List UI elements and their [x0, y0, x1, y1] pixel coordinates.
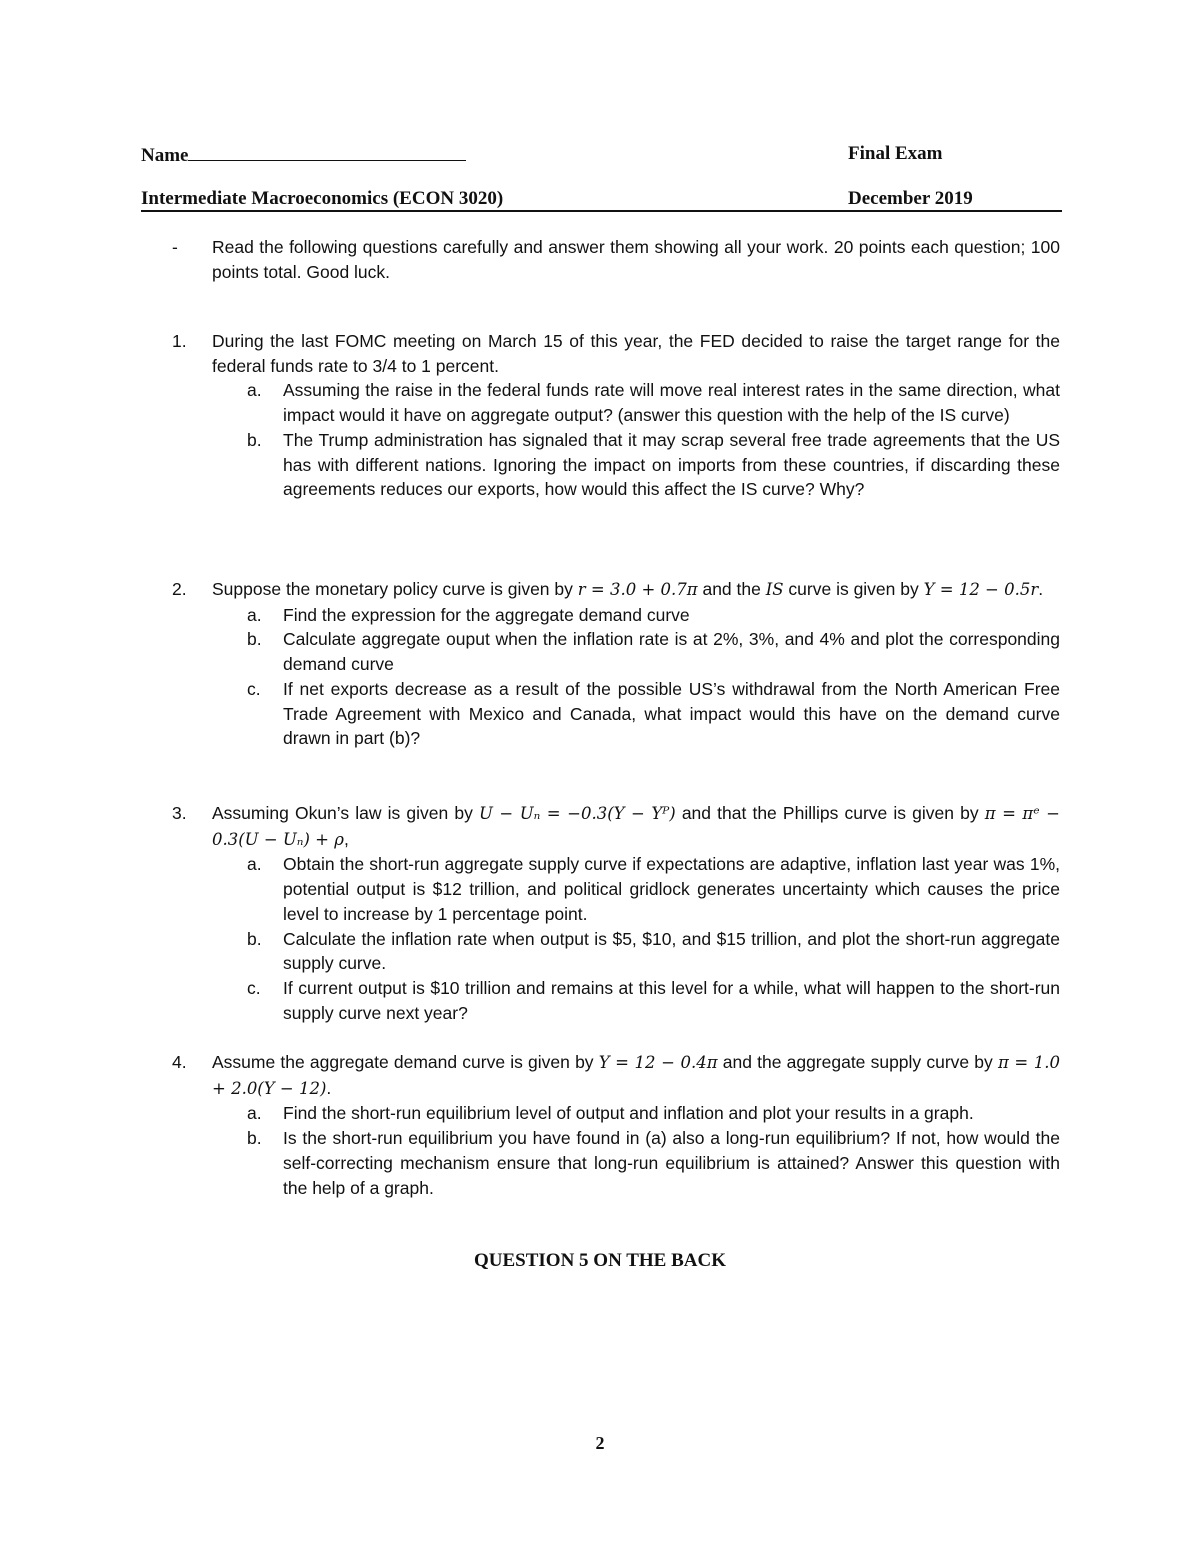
question-4b: b. Is the short-run equilibrium you have found in (a) also a long-run equilibrium? If not, how would the self-correcting mechanism ensure that long-run equilibrium is attained? Answer this question with the help of a graph.	[283, 1126, 1060, 1200]
aggregate-demand-equation: Y = 12 − 0.4π	[598, 1053, 718, 1072]
question-2b-text: Calculate aggregate ouput when the inflation rate is at 2%, 3%, and 4% and plot the corresponding demand curve	[283, 629, 1060, 675]
page-number: 2	[595, 1433, 605, 1453]
question-1-text: During the last FOMC meeting on March 15 of this year, the FED decided to raise the target range for the federal funds rate to 3/4 to 1 percent.	[212, 331, 1060, 376]
question-1a-text: Assuming the raise in the federal funds rate will move real interest rates in the same direction, what impact would it have on aggregate output? (answer this question with the help of the IS curve)	[283, 380, 1060, 426]
instructions-text: Read the following questions carefully and answer them showing all your work. 20 points each question; 100 points total. Good luck.	[212, 237, 1060, 282]
is-label: IS	[765, 580, 784, 599]
course-title: Intermediate Macroeconomics (ECON 3020)	[141, 188, 504, 209]
question-3-text: Assuming Okun’s law is given by U − Uₙ = −0.3(Y − Yᴾ) and that the Phillips curve is given by π = πᵉ − 0.3(U − Uₙ) + ρ,	[212, 803, 1060, 849]
exam-date: December 2019	[848, 188, 973, 209]
name-label: Name	[141, 145, 189, 166]
question-4	[172, 1050, 1060, 1200]
question-3-number: 3.	[172, 803, 187, 823]
question-3c: c. If current output is $10 trillion and remains at this level for a while, what will happen to the short-run supply curve next year?	[283, 976, 1060, 1025]
question-3a-text: Obtain the short-run aggregate supply curve if expectations are adaptive, inflation last year was 1%, potential output is $12 trillion, and political gridlock generates uncertainty which causes the price level to increase by 1 percentage point.	[283, 854, 1060, 924]
question-3	[172, 801, 1060, 1025]
question-4-number: 4.	[172, 1052, 187, 1072]
question-2-number: 2.	[172, 579, 187, 599]
question-3b-text: Calculate the inflation rate when output is $5, $10, and $15 trillion, and plot the short-run aggregate supply curve.	[283, 928, 1060, 974]
question-2c: c. If net exports decrease as a result of the possible US’s withdrawal from the North American Free Trade Agreement with Mexico and Canada, what impact would this have on the demand curve drawn in part (b)?	[283, 677, 1060, 751]
question-1b: b. The Trump administration has signaled that it may scrap several free trade agreements that the US has with different nations. Ignoring the impact on imports from these countries, if discarding these agreements reduces our exports, how would this affect the IS curve? Why?	[283, 428, 1060, 502]
question-2a: a. Find the expression for the aggregate demand curve	[283, 603, 1060, 628]
question-1-number: 1.	[172, 331, 187, 351]
question-3c-text: If current output is $10 trillion and remains at this level for a while, what will happen to the short-run supply curve next year?	[283, 977, 1060, 1023]
instructions	[172, 235, 1060, 284]
question-4-text: Assume the aggregate demand curve is given by Y = 12 − 0.4π and the aggregate supply curve by π = 1.0 + 2.0(Y − 12).	[212, 1052, 1060, 1098]
question-3a: a. Obtain the short-run aggregate supply curve if expectations are adaptive, inflation last year was 1%, potential output is $12 trillion, and political gridlock generates uncertainty which causes the price level to increase by 1 percentage point.	[283, 852, 1060, 926]
exam-label: Final Exam	[848, 143, 943, 164]
question-4a: a. Find the short-run equilibrium level of output and inflation and plot your results in a graph.	[283, 1101, 1060, 1126]
question-1b-text: The Trump administration has signaled that it may scrap several free trade agreements that the US has with different nations. Ignoring the impact on imports from these countries, if discarding these agreements reduces our exports, how would this affect the IS curve? Why?	[283, 429, 1060, 500]
question-2	[172, 577, 1060, 751]
question-1a: a. Assuming the raise in the federal funds rate will move real interest rates in the same direction, what impact would it have on aggregate output? (answer this question with the help of the IS curve)	[283, 378, 1060, 427]
header-divider	[141, 210, 1062, 212]
is-curve-equation: Y = 12 − 0.5r	[923, 580, 1039, 599]
question-2-text: Suppose the monetary policy curve is given by r = 3.0 + 0.7π and the IS curve is given by Y = 12 − 0.5r.	[212, 579, 1044, 599]
question-1	[172, 329, 1060, 502]
aggregate-supply-equation: π = 1.0 + 2.0(Y − 12)	[212, 1053, 1060, 1098]
back-page-note: QUESTION 5 ON THE BACK	[474, 1250, 726, 1271]
question-2b: b. Calculate aggregate ouput when the inflation rate is at 2%, 3%, and 4% and plot the corresponding demand curve	[283, 627, 1060, 676]
question-2a-text: Find the expression for the aggregate demand curve	[283, 604, 690, 625]
question-2c-text: If net exports decrease as a result of the possible US’s withdrawal from the North American Free Trade Agreement with Mexico and Canada, what impact would this have on the demand curve drawn in part (b)?	[283, 678, 1060, 749]
name-blank-line	[188, 142, 466, 161]
header-row-name	[141, 142, 1061, 168]
phillips-curve-equation: π = πᵉ − 0.3(U − Uₙ) + ρ	[212, 804, 1060, 849]
question-3b: b. Calculate the inflation rate when output is $5, $10, and $15 trillion, and plot the short-run aggregate supply curve.	[283, 927, 1060, 976]
question-4b-text: Is the short-run equilibrium you have found in (a) also a long-run equilibrium? If not, how would the self-correcting mechanism ensure that long-run equilibrium is attained? Answer this question with the help of a graph.	[283, 1128, 1060, 1198]
instructions-bullet: -	[172, 237, 178, 257]
header-row-course	[141, 187, 1061, 211]
monetary-policy-equation: r = 3.0 + 0.7π	[577, 580, 698, 599]
okuns-law-equation: U − Uₙ = −0.3(Y − Yᴾ)	[478, 804, 676, 823]
question-4a-text: Find the short-run equilibrium level of output and inflation and plot your results in a graph.	[283, 1103, 974, 1124]
